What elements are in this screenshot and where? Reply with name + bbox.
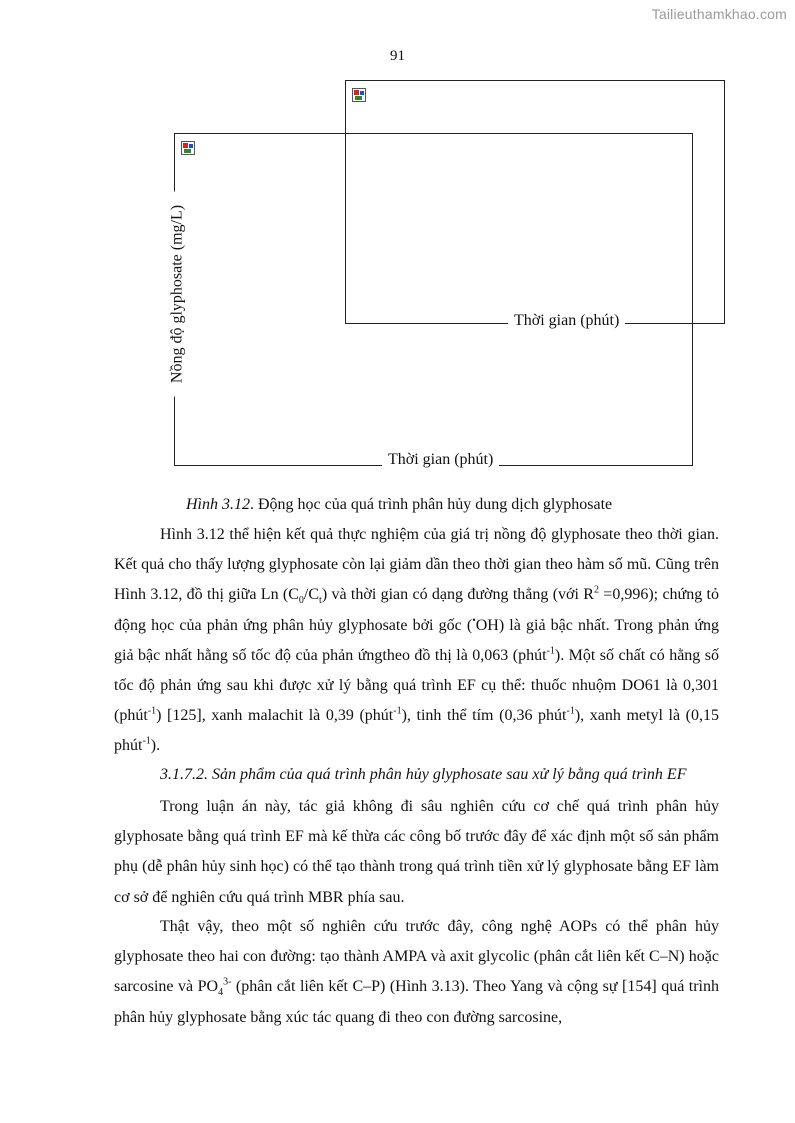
paragraph-1: Hình 3.12 thể hiện kết quả thực nghiệm của giá trị nồng độ glyphosate theo thời gian. Kết quả cho thấy lượng glyphosate còn lại giảm dần theo thời gian theo hàm số mũ. Cũng trên Hình 3.12, đồ thị giữa Ln $(C_0/C_t)$ và thời gian có dạng đường thẳng (với $R^2 =0,996$); chứng tỏ động học của phản ứng phân hủy glyphosate bởi gốc (•OH) là giả bậc nhất. Trong phản ứng giả bậc nhất hằng số tốc độ của phản ứngtheo đồ thị là 0,063 (phút$^{-1}$). Một số chất có hằng số tốc độ phản ứng sau khi được xử lý bằng quá trình EF cụ thể: thuốc nhuộm DO61 là 0,301 (phút$^{-1}$) [125], xanh malachit là 0,39 (phút$^{-1}$), tinh thể tím (0,36 phút$^{-1}$), xanh metyl là (0,15 phút$^{-1}$). [114, 526, 720, 755]
broken-image-icon [352, 88, 366, 102]
broken-image-icon [181, 141, 195, 155]
paragraph-3: Thật vậy, theo một số nghiên cứu trước đây, công nghệ AOPs có thể phân hủy glyphosate theo hai con đường: tạo thành AMPA và axit glycolic (phân cắt liên kết C–N) hoặc sarcosine và $PO_4^{3-}$ (phân cắt liên kết C–P) (Hình 3.13). Theo Yang và cộng sự [154] quá trình phân hủy glyphosate bằng xúc tác quang đi theo con đường sarcosine, [114, 918, 719, 1026]
inner-x-axis-label: Thời gian (phút) [508, 311, 625, 331]
outer-chart-frame [174, 133, 693, 466]
caption-text: . Động học của quá trình phân hủy dung dịch glyphosate [250, 496, 613, 513]
caption-figure-number: Hình 3.12 [186, 496, 250, 513]
watermark: Tailieuthamkhao.com [651, 6, 787, 22]
section-subheading: 3.1.7.2. Sản phẩm của quá trình phân hủy glyphosate sau xử lý bằng quá trình EF [160, 766, 687, 783]
paragraph-2: Trong luận án này, tác giả không đi sâu nghiên cứu cơ chế quá trình phân hủy glyphosate bằng quá trình EF mà kế thừa các công bố trước đây để xác định một số sản phẩm phụ (dễ phân hủy sinh học) có thể tạo thành trong quá trình tiền xử lý glyphosate bằng EF làm cơ sở để nghiên cứu quá trình MBR phía sau. [114, 798, 719, 906]
figure-caption [186, 496, 612, 514]
outer-x-axis-label: Thời gian (phút) [382, 450, 499, 470]
page-number: 91 [390, 48, 405, 64]
y-axis-label: Nồng độ glyphosate (mg/L) [167, 192, 189, 397]
